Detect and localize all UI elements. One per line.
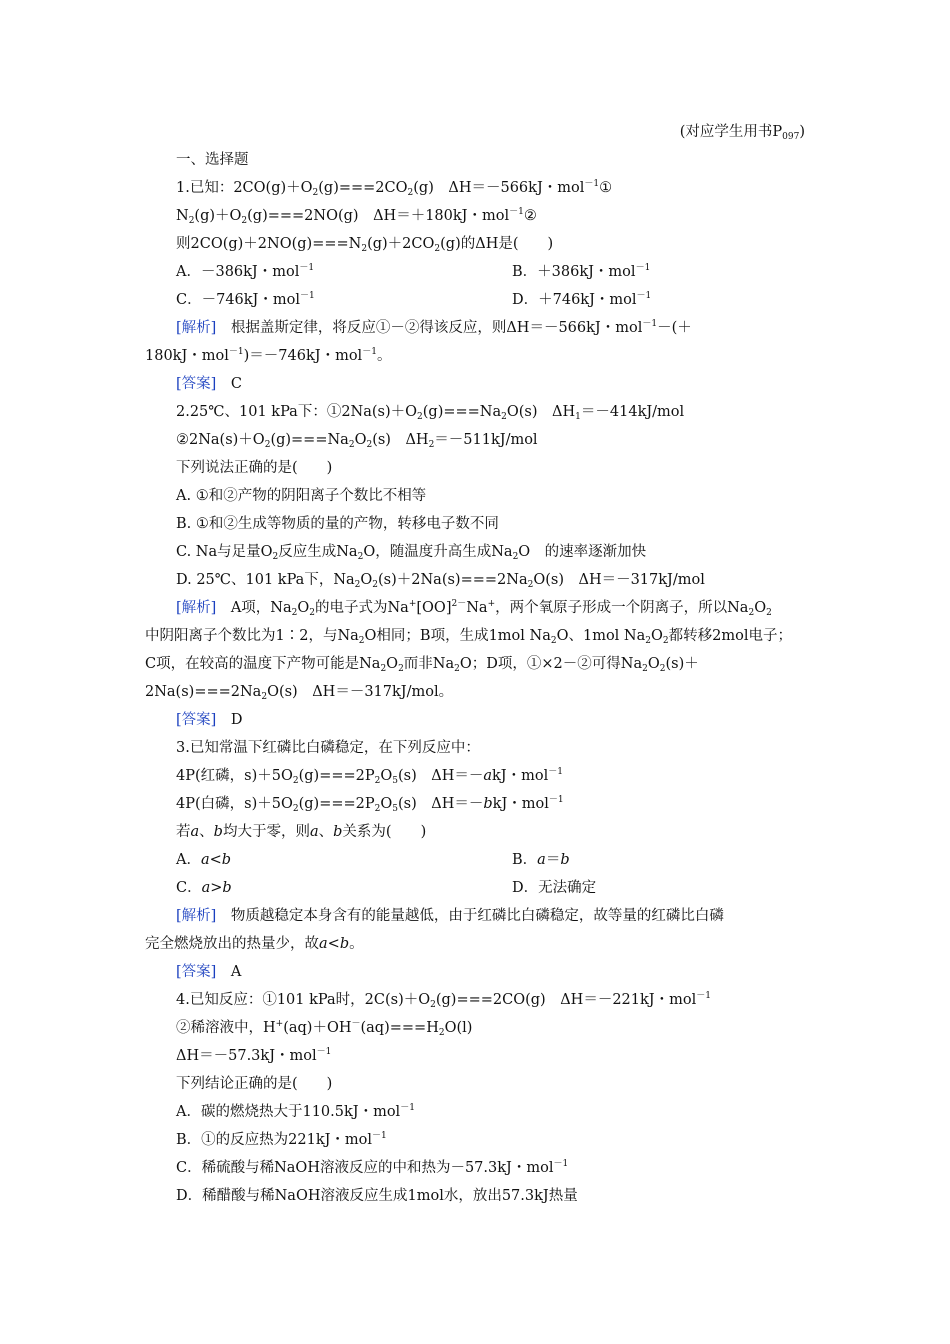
q2-question: 下列说法正确的是( ) [176, 460, 333, 476]
q4-stem: 4.已知反应：①101 kPa时，$2C(s)+O_2(g)===2CO(g)$ ΔH＝－221kJ・mol$^{-1}$ [176, 991, 711, 1010]
q4-option-a: A．碳的燃烧热大于110.5kJ・mol$^{-1}$ [176, 1103, 415, 1120]
q4-equation-2: ②稀溶液中，$H^+(aq)+OH^-(aq)===H_2O(l)$ [176, 1019, 473, 1038]
analysis-label: [解析] [176, 908, 217, 924]
q3-answer [176, 960, 241, 984]
q1-option-a: A．－386kJ・mol$^{-1}$ [176, 263, 315, 280]
analysis-label: [解析] [176, 320, 217, 336]
q3-analysis-text: 物质越稳定本身含有的能量越低，由于红磷比白磷稳定，故等量的红磷比白磷 [230, 908, 724, 924]
q2-answer-value: D [230, 712, 243, 728]
q1-option-b: B．＋386kJ・mol$^{-1}$ [512, 263, 651, 280]
q4-question: 下列结论正确的是( ) [176, 1076, 333, 1092]
answer-label: [答案] [176, 712, 217, 728]
q3-answer-value: A [230, 964, 242, 980]
q3-stem: 3.已知常温下红磷比白磷稳定，在下列反应中： [176, 740, 480, 756]
q2-equation-2: $②2Na(s)+O_2(g)===Na_2O_2(s)$ $\Delta H_2=-511kJ$/mol [176, 432, 538, 450]
q3-option-b: B．a＝b [512, 852, 570, 868]
q4-equation-2-enthalpy: ΔH＝－57.3kJ・mol$^{-1}$ [176, 1047, 332, 1064]
q1-option-d: D．＋746kJ・mol$^{-1}$ [512, 291, 652, 308]
q3-option-a: A．a<b [176, 852, 232, 868]
q1-answer-value: C [230, 376, 242, 392]
q3-equation-white: 4P(白磷，$s)+5O_2(g)===2P_2O_5(s)$ ΔH＝－bkJ・mol$^{-1}$ [176, 795, 564, 814]
q1-stem: 1.已知：$2CO(g)+O_2(g)===2CO_2(g)$ ΔH＝－566kJ・mol$^{-1}$① [176, 179, 613, 198]
q2-option-b: B. ①和②生成等物质的量的产物，转移电子数不同 [176, 516, 499, 532]
q1-analysis-cont: 180kJ・mol$^{-1}$)＝－746kJ・mol$^{-1}$。 [145, 347, 392, 364]
q3-question: 若a、b均大于零，则a、b关系为( ) [176, 824, 427, 840]
q3-option-d: D．无法确定 [512, 880, 597, 896]
q1-question: 则$2CO(g)+2NO(g)===N_2(g)+2CO_2(g)$的ΔH是( ) [176, 236, 554, 254]
q4-option-c: C．稀硫酸与稀NaOH溶液反应的中和热为－57.3kJ・mol$^{-1}$ [176, 1159, 569, 1176]
q3-analysis-cont: 完全燃烧放出的热量少，故a<b。 [145, 936, 364, 952]
q1-analysis-text: 根据盖斯定律，将反应①－②得该反应，则ΔH＝－566kJ・mol$^{-1}$－(＋ [230, 319, 692, 336]
q1-analysis [176, 316, 692, 340]
q2-analysis-cont-1: 中阴阳离子个数比为1∶2，与$Na_2O$相同；B项，生成1mol $Na_2O$、1mol $Na_2O_2$都转移2mol电子； [145, 628, 792, 646]
q2-stem: 2.25℃、101 kPa下：$①2Na(s)+O_2(g)===Na_2O(s)$ $\Delta H_1=-414kJ$/mol [176, 404, 685, 422]
q2-option-a: A. ①和②产物的阴阳离子个数比不相等 [176, 488, 427, 504]
q2-analysis [176, 596, 772, 620]
q3-option-c: C．a>b [176, 880, 232, 896]
q2-option-c: C. Na与足量$O_2$反应生成$Na_2O$，随温度升高生成$Na_2O$ 的速率逐渐加快 [176, 544, 647, 562]
reference-note: (对应学生用书$P_{097}$) [679, 124, 805, 142]
answer-label: [答案] [176, 964, 217, 980]
q4-option-d: D．稀醋酸与稀NaOH溶液反应生成1mol水，放出57.3kJ热量 [176, 1188, 578, 1204]
q4-option-b: B．①的反应热为221kJ・mol$^{-1}$ [176, 1131, 387, 1148]
q2-analysis-cont-3: $2Na(s)===2Na_2O(s)$ ΔH＝－317kJ/mol。 [145, 684, 454, 702]
analysis-label: [解析] [176, 600, 217, 616]
q2-analysis-text: A项，$Na_2O_2$的电子式为Na+[OO]$^{2-}$Na+，两个氧原子形成一个阴离子，所以$Na_2O_2$ [230, 599, 772, 618]
q1-equation-2: $N_2(g)+O_2(g)===2NO(g)$ ΔH＝＋180kJ・mol$^{-1}$② [176, 207, 537, 226]
q1-answer [176, 372, 242, 396]
q1-option-c: C．－746kJ・mol$^{-1}$ [176, 291, 315, 308]
answer-label: [答案] [176, 376, 217, 392]
q2-option-d: D. 25℃、101 kPa下，$Na_2O_2(s)+2Na(s)===2Na_2O(s)$ ΔH＝－317kJ/mol [176, 572, 705, 590]
q2-answer [176, 708, 242, 732]
q3-equation-red: 4P(红磷，$s)+5O_2(g)===2P_2O_5(s)$ ΔH＝－akJ・mol$^{-1}$ [176, 767, 563, 786]
q2-analysis-cont-2: C项，在较高的温度下产物可能是$Na_2O_2$而非$Na_2O$；D项，①×2－②可得$Na_2O_2(s)+$ [145, 656, 699, 674]
section-heading: 一、选择题 [176, 152, 249, 168]
q3-analysis [176, 904, 724, 928]
